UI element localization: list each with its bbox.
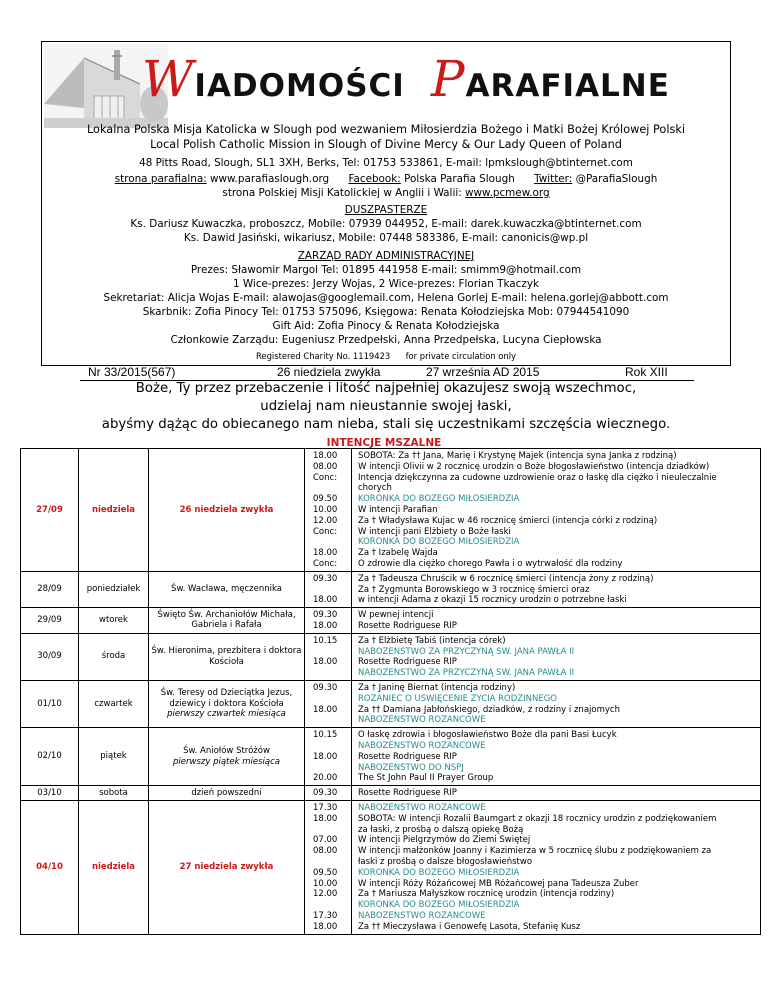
intention-line: Za † Elżbietę Tabiś (intencja córek) — [358, 635, 506, 646]
issue-number: Nr 33/2015(567) — [88, 365, 176, 379]
clergy-heading: DUSZPASTERZE — [344, 204, 428, 216]
intention-line: W intencji Parafian — [358, 504, 438, 515]
mass-time: 18.00 — [313, 451, 338, 461]
intention-line: Za † Izabelę Wajda — [358, 548, 438, 559]
pcmew-line — [41, 187, 731, 199]
schedule-row — [21, 571, 761, 607]
intention-line: Rosette Rodriguese RIP — [358, 657, 457, 668]
intention-line: W intencji pani Elżbiety o Boże łaski — [358, 526, 511, 537]
devotion-line: NABOŻEŃSTWO RÓŻAŃCOWE — [358, 740, 486, 751]
intention-line: SOBOTA: W intencji Rozalii Baumgart z okazji 18 rocznicy urodzin z podziękowaniem — [358, 813, 717, 824]
intentions-cell — [352, 608, 761, 634]
mass-time: 10.00 — [313, 878, 338, 889]
intention-line: Intencja dziękczynna za cudowne uzdrowienie oraz o łaskę dla ciężko i nieuleczalnie — [358, 472, 717, 483]
mass-times-cell — [305, 728, 352, 786]
devotion-line: KORONKA DO BOŻEGO MIŁOSIERDZIA — [358, 900, 520, 911]
mass-time — [313, 715, 351, 726]
intention-line: Za † Janinę Biernat (intencja rodziny) — [358, 682, 516, 693]
prayer-line: abyśmy dążąc do obiecanego nam nieba, stali się uczestnikami szczęścia wiecznego. — [101, 417, 671, 432]
web-link[interactable]: www.parafiaslough.org — [210, 173, 330, 185]
mass-times-cell — [305, 449, 352, 572]
mass-time — [313, 694, 351, 705]
schedule-weekday: środa — [79, 633, 149, 680]
schedule-weekday: piątek — [79, 728, 149, 786]
links-line — [41, 173, 731, 185]
board-heading: ZARZĄD RADY ADMINISTRACYJNEJ — [297, 250, 475, 262]
schedule-row — [21, 608, 761, 634]
mission-english: Local Polish Catholic Mission in Slough of Divine Mercy & Our Lady Queen of Poland — [150, 138, 622, 151]
mass-time: 09.30 — [313, 788, 338, 799]
schedule-feast — [149, 728, 305, 786]
intention-line: Za † Mariusza Małyszkow rocznicę urodzin (intencja rodziny) — [358, 889, 615, 900]
mass-schedule-table — [20, 448, 761, 935]
title-word-2: ARAFIALNE — [465, 68, 670, 104]
intention-line: Rosette Rodriguese RIP — [358, 751, 457, 762]
mass-time — [313, 741, 351, 752]
schedule-feast — [149, 571, 305, 607]
mass-times-cell — [305, 800, 352, 934]
schedule-row — [21, 800, 761, 934]
mass-time — [313, 668, 351, 679]
mass-time — [313, 647, 351, 658]
web-label: strona parafialna: — [114, 173, 207, 185]
feast-name: 27 niedziela zwykła — [179, 861, 274, 872]
mass-time — [313, 483, 351, 494]
circulation-note: for private circulation only — [405, 351, 517, 361]
clergy-line: Ks. Dawid Jasiński, wikariusz, Mobile: 07448 583386, E-mail: canonicis@wp.pl — [183, 232, 589, 244]
mass-time — [313, 857, 351, 868]
mass-time: 18.00 — [313, 595, 338, 606]
mass-time: 17.30 — [313, 802, 338, 813]
mass-time: 18.00 — [313, 751, 338, 762]
board-line: Sekretariat: Alicja Wojas E-mail: alawojas@googlemail.com, Helena Gorlej E-mail: helena.gorlej@abbott.com — [103, 292, 669, 304]
intention-line: W intencji Olivii w 2 rocznicę urodzin o Boże błogosławieństwo (intencja dziadków) — [358, 461, 710, 472]
schedule-row — [21, 633, 761, 680]
mass-time — [313, 537, 351, 548]
intention-line: Za †† Mieczysława i Genowefę Lasota, Stefanię Kusz — [358, 921, 581, 932]
mass-time — [313, 763, 351, 774]
mass-times-cell — [305, 608, 352, 634]
feast-name: Św. Aniołów Stróżów — [183, 745, 270, 756]
schedule-row — [21, 786, 761, 801]
feast-note: pierwszy piątek miesiąca — [173, 756, 280, 767]
board-line: Skarbnik: Zofia Pinocy Tel: 01753 575096, Księgowa: Renata Kołodziejska Mob: 07944541090 — [142, 306, 630, 318]
intentions-cell — [352, 786, 761, 801]
issue-date: 27 września AD 2015 — [426, 365, 540, 379]
mass-time: 09.30 — [313, 610, 338, 621]
schedule-date: 30/09 — [21, 633, 79, 680]
intention-line: Za †† Damiana Jabłońskiego, dziadków, z rodziny i znajomych — [358, 704, 620, 715]
intentions-cell — [352, 571, 761, 607]
facebook-link[interactable]: Polska Parafia Slough — [404, 173, 515, 185]
intention-line: O łaskę zdrowia i błogosławieństwo Boże dla pani Basi Łucyk — [358, 730, 617, 741]
schedule-date: 04/10 — [21, 800, 79, 934]
mass-time: 07.00 — [313, 835, 338, 846]
feast-note: pierwszy czwartek miesiąca — [167, 709, 286, 720]
schedule-date: 01/10 — [21, 680, 79, 727]
mass-times-cell — [305, 571, 352, 607]
intention-line: W pewnej intencji — [358, 610, 434, 621]
clergy-line: Ks. Dariusz Kuwaczka, proboszcz, Mobile: 07939 044952, E-mail: darek.kuwaczka@btinternet.com — [130, 218, 642, 230]
schedule-date: 02/10 — [21, 728, 79, 786]
intention-line: W intencji Róży Różańcowej MB Różańcowej pana Tadeusza Zuber — [358, 878, 639, 889]
mass-time: 20.00 — [313, 773, 338, 784]
issue-sunday: 26 niedziela zwykła — [277, 365, 381, 379]
schedule-weekday: niedziela — [79, 800, 149, 934]
intention-line: łaski z prośbą o dalsze błogosławieństwo — [358, 856, 533, 867]
charity-number: Registered Charity No. 1119423 — [255, 351, 391, 361]
address-line: 48 Pitts Road, Slough, SL1 3XH, Berks, Tel: 01753 533861, E-mail: lpmkslough@btinternet.com — [139, 157, 633, 169]
feast-name: Św. Wacława, męczennika — [171, 584, 282, 595]
intentions-cell — [352, 680, 761, 727]
intention-line: za łaski, z prośbą o dalszą opiekę Bożą — [358, 824, 524, 835]
prayer-line: udzielaj nam nieustannie swojej łaski, — [260, 399, 512, 414]
schedule-date: 03/10 — [21, 786, 79, 801]
board-line: Członkowie Zarządu: Eugeniusz Przedpełski, Anna Przedpełska, Lucyna Ciepłowska — [170, 334, 602, 346]
schedule-weekday: sobota — [79, 786, 149, 801]
intention-line: SOBOTA: Za †† Jana, Marię i Krystynę Majek (intencja syna Janka z rodziną) — [358, 451, 677, 461]
intention-line: Rosette Rodriguese RIP — [358, 788, 457, 799]
mass-time: 08.00 — [313, 846, 338, 857]
schedule-date: 27/09 — [21, 449, 79, 572]
title-initial-p: P — [430, 50, 466, 108]
devotion-line: KORONKA DO BOŻEGO MIŁOSIERDZIA — [358, 494, 520, 505]
mass-time: 08.00 — [313, 461, 338, 472]
schedule-date: 28/09 — [21, 571, 79, 607]
mass-time — [313, 825, 351, 836]
mass-times-cell — [305, 680, 352, 727]
mass-time — [313, 585, 351, 596]
mass-time: 18.00 — [313, 620, 338, 631]
mass-time: Conc: — [313, 472, 338, 483]
mass-time: 09.50 — [313, 867, 338, 878]
schedule-row — [21, 680, 761, 727]
schedule-date: 29/09 — [21, 608, 79, 634]
schedule-weekday: wtorek — [79, 608, 149, 634]
intention-line: chorych — [358, 483, 392, 494]
feast-name: Święto Św. Archaniołów Michała, Gabriela i Rafała — [157, 609, 296, 631]
title-word-1: IADOMOŚCI — [194, 68, 405, 104]
devotion-line: NABOŻEŃSTWO DO NSPJ — [358, 762, 464, 773]
charity-line — [41, 351, 731, 361]
mass-time: 17.30 — [313, 910, 338, 921]
schedule-row — [21, 449, 761, 572]
mass-time: 18.00 — [313, 813, 338, 824]
devotion-line: NABOŻEŃSTWO ZA PRZYCZYNĄ ŚW. JANA PAWŁA II — [358, 668, 575, 679]
devotion-line: KORONKA DO BOŻEGO MIŁOSIERDZIA — [358, 537, 520, 548]
mass-time: 18.00 — [313, 657, 338, 668]
mass-time — [313, 900, 351, 911]
pcmew-link[interactable]: www.pcmew.org — [465, 187, 550, 199]
devotion-line: NABOŻEŃSTWO RÓŻAŃCOWE — [358, 715, 486, 726]
issue-info-row — [80, 365, 694, 379]
schedule-weekday: poniedziałek — [79, 571, 149, 607]
mass-time: 10.15 — [313, 635, 338, 646]
mass-time: Conc: — [313, 526, 338, 537]
mass-time: 10.00 — [313, 504, 338, 515]
schedule-feast — [149, 680, 305, 727]
mass-time: 09.30 — [313, 682, 338, 693]
intentions-cell — [352, 449, 761, 572]
prayer-line: Boże, Ty przez przebaczenie i litość najpełniej okazujesz swoją wszechmoc, — [135, 381, 637, 396]
intention-line: W intencji Pielgrzymów do Ziemi Świętej — [358, 835, 531, 846]
newsletter-title — [142, 50, 670, 120]
mass-time: 12.00 — [313, 889, 338, 900]
intentions-cell — [352, 800, 761, 934]
devotion-line: RÓŻANIEC O UŚWIĘCENIE ŻYCIA RODZINNEGO — [358, 693, 557, 704]
schedule-feast — [149, 449, 305, 572]
mass-times-cell — [305, 633, 352, 680]
schedule-weekday: czwartek — [79, 680, 149, 727]
board-line: Gift Aid: Zofia Pinocy & Renata Kołodziejska — [272, 320, 500, 332]
devotion-line: NABOŻEŃSTWO RÓŻAŃCOWE — [358, 910, 486, 921]
issue-year: Rok XIII — [625, 365, 668, 379]
intention-line: Rosette Rodriguese RIP — [358, 620, 457, 631]
intention-line: w intencji Adama z okazji 15 rocznicy urodzin o potrzebne łaski — [358, 595, 627, 606]
schedule-feast — [149, 800, 305, 934]
devotion-line: NABOŻEŃSTWO RÓŻAŃCOWE — [358, 802, 486, 813]
intention-line: O zdrowie dla ciężko chorego Pawła i o wytrwałość dla rodziny — [358, 558, 623, 569]
board-line: Prezes: Sławomir Margol Tel: 01895 441958 E-mail: smimm9@hotmail.com — [190, 264, 582, 276]
mass-time: 18.00 — [313, 704, 338, 715]
intention-line: Za † Tadeusza Chruścik w 6 rocznicę śmierci (intencja żony z rodziną) — [358, 573, 654, 584]
schedule-feast — [149, 608, 305, 634]
mass-time: 12.00 — [313, 515, 338, 526]
twitter-label: Twitter: — [534, 173, 573, 185]
feast-name: Św. Hieronima, prezbitera i doktora Kościoła — [151, 646, 302, 667]
intentions-cell — [352, 728, 761, 786]
mission-polish: Lokalna Polska Misja Katolicka w Slough pod wezwaniem Miłosierdzia Bożego i Matki Bożej Królowej Polski — [86, 123, 686, 136]
intention-line: Za † Władysława Kujac w 46 rocznicę śmierci (intencja córki z rodziną) — [358, 515, 658, 526]
intention-line: W intencji małżonków Joanny i Kazimierza w 5 rocznicę ślubu z podziękowaniem za — [358, 846, 712, 857]
mass-times-cell — [305, 786, 352, 801]
schedule-feast — [149, 633, 305, 680]
board-line: 1 Wice-prezes: Jerzy Wojas, 2 Wice-prezes: Florian Tkaczyk — [232, 278, 540, 290]
schedule-feast — [149, 786, 305, 801]
mass-time: 18.00 — [313, 921, 338, 932]
schedule-weekday: niedziela — [79, 449, 149, 572]
schedule-row — [21, 728, 761, 786]
mass-time: 18.00 — [313, 548, 338, 559]
mass-time: 09.50 — [313, 494, 338, 505]
pcmew-text: strona Polskiej Misji Katolickiej w Anglii i Walii: — [222, 187, 462, 199]
mass-time: Conc: — [313, 558, 338, 569]
mass-time: 09.30 — [313, 573, 338, 584]
devotion-line: NABOŻEŃSTWO ZA PRZYCZYNĄ ŚW. JANA PAWŁA II — [358, 646, 575, 657]
mass-time: 10.15 — [313, 730, 338, 741]
intentions-cell — [352, 633, 761, 680]
feast-name: dzień powszedni — [191, 787, 262, 798]
feast-name: Św. Teresy od Dzieciątka Jezus, dziewicy i doktora Kościoła — [160, 687, 293, 709]
devotion-line: KORONKA DO BOŻEGO MIŁOSIERDZIA — [358, 867, 520, 878]
intention-line: Za † Zygmunta Borowskiego w 3 rocznicę śmierci oraz — [358, 584, 590, 595]
facebook-label: Facebook: — [348, 173, 401, 185]
feast-name: 26 niedziela zwykła — [179, 504, 274, 515]
twitter-link[interactable]: @ParafiaSlough — [575, 173, 658, 185]
title-initial-w: W — [142, 50, 195, 108]
intentions-title: INTENCJE MSZALNE — [326, 437, 442, 449]
intention-line: The St John Paul II Prayer Group — [358, 773, 494, 784]
